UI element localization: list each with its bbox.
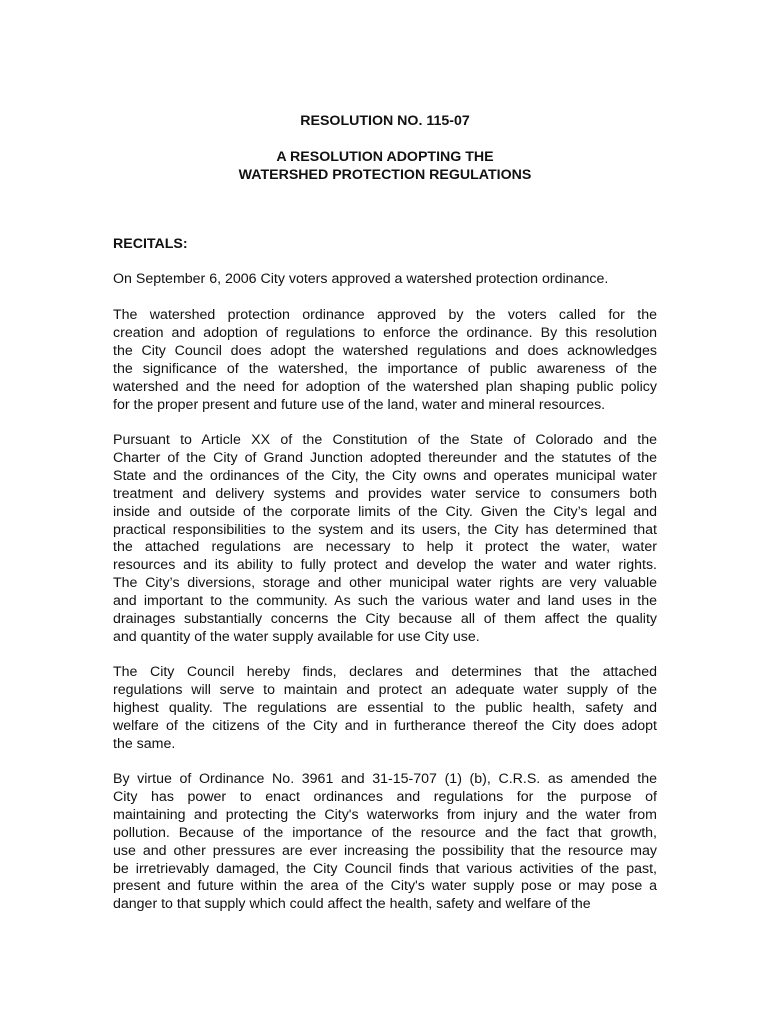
- paragraph-line: danger to that supply which could affect the health, safety and welfare of the: [113, 896, 591, 913]
- resolution-title: [0, 148, 770, 184]
- paragraph: [113, 307, 657, 414]
- paragraph-line: the City Council does adopt the watershed regulations and does acknowledges: [113, 342, 657, 359]
- paragraph-line: Pursuant to Article XX of the Constitution of the State of Colorado and the: [113, 432, 657, 448]
- paragraph-line: use and other pressures are ever increasing the possibility that the resource may: [113, 842, 657, 859]
- paragraph-line: the same.: [113, 735, 176, 752]
- paragraph-line: drainages substantially concerns the City because all of them affect the quality: [113, 611, 657, 628]
- paragraph: [113, 771, 657, 914]
- paragraph-line: the significance of the watershed, the importance of public awareness of the: [113, 360, 657, 377]
- paragraph-line: maintaining and protecting the City's waterworks from injury and the water from: [113, 806, 657, 823]
- paragraph: [113, 432, 657, 647]
- paragraph-line: On September 6, 2006 City voters approved a watershed protection ordinance.: [113, 271, 609, 287]
- paragraph-line: By virtue of Ordinance No. 3961 and 31-15-707 (1) (b), C.R.S. as amended the: [113, 771, 657, 787]
- paragraph-line: for the proper present and future use of the land, water and mineral resources.: [113, 396, 606, 413]
- paragraph-line: highest quality. The regulations are essential to the public health, safety and: [113, 699, 657, 716]
- paragraph-line: regulations will serve to maintain and protect an adequate water supply of the: [113, 681, 657, 698]
- paragraph-line: and important to the community. As such the various water and land uses in the: [113, 593, 657, 610]
- paragraph-line: the attached regulations are necessary to help it protect the water, water: [113, 539, 657, 556]
- section-heading-recitals: RECITALS:: [113, 236, 188, 252]
- paragraph: [113, 664, 657, 754]
- paragraph-line: The City’s diversions, storage and other municipal water rights are very valuable: [113, 575, 657, 592]
- paragraph-line: Charter of the City of Grand Junction adopted thereunder and the statutes of the: [113, 449, 657, 466]
- paragraph-line: practical responsibilities to the system and its users, the City has determined that: [113, 521, 657, 538]
- paragraph-line: City has power to enact ordinances and regulations for the purpose of: [113, 788, 657, 805]
- paragraph: [113, 271, 657, 289]
- resolution-number: RESOLUTION NO. 115-07: [300, 113, 470, 129]
- paragraph-line: welfare of the citizens of the City and in furtherance thereof the City does adopt: [113, 717, 657, 734]
- paragraph-line: inside and outside of the corporate limits of the City. Given the City’s legal and: [113, 503, 657, 520]
- paragraph-line: treatment and delivery systems and provides water service to consumers both: [113, 485, 657, 502]
- paragraph-line: creation and adoption of regulations to enforce the ordinance. By this resolution: [113, 324, 657, 341]
- title-line: A RESOLUTION ADOPTING THE: [276, 149, 494, 165]
- paragraph-line: present and future within the area of the City's water supply pose or may pose a: [113, 878, 657, 895]
- paragraph-line: pollution. Because of the importance of the resource and the fact that growth,: [113, 824, 657, 841]
- paragraph-line: State and the ordinances of the City, the City owns and operates municipal water: [113, 467, 657, 484]
- paragraph-line: The City Council hereby finds, declares and determines that the attached: [113, 664, 657, 680]
- paragraph-line: The watershed protection ordinance approved by the voters called for the: [113, 307, 657, 323]
- title-line: WATERSHED PROTECTION REGULATIONS: [238, 167, 532, 183]
- paragraph-line: and quantity of the water supply available for use City use.: [113, 628, 480, 645]
- paragraph-line: watershed and the need for adoption of the watershed plan shaping public policy: [113, 378, 657, 395]
- paragraph-line: resources and its ability to fully protect and develop the water and water rights.: [113, 557, 657, 574]
- paragraph-line: be irretrievably damaged, the City Council finds that various activities of the past,: [113, 860, 657, 877]
